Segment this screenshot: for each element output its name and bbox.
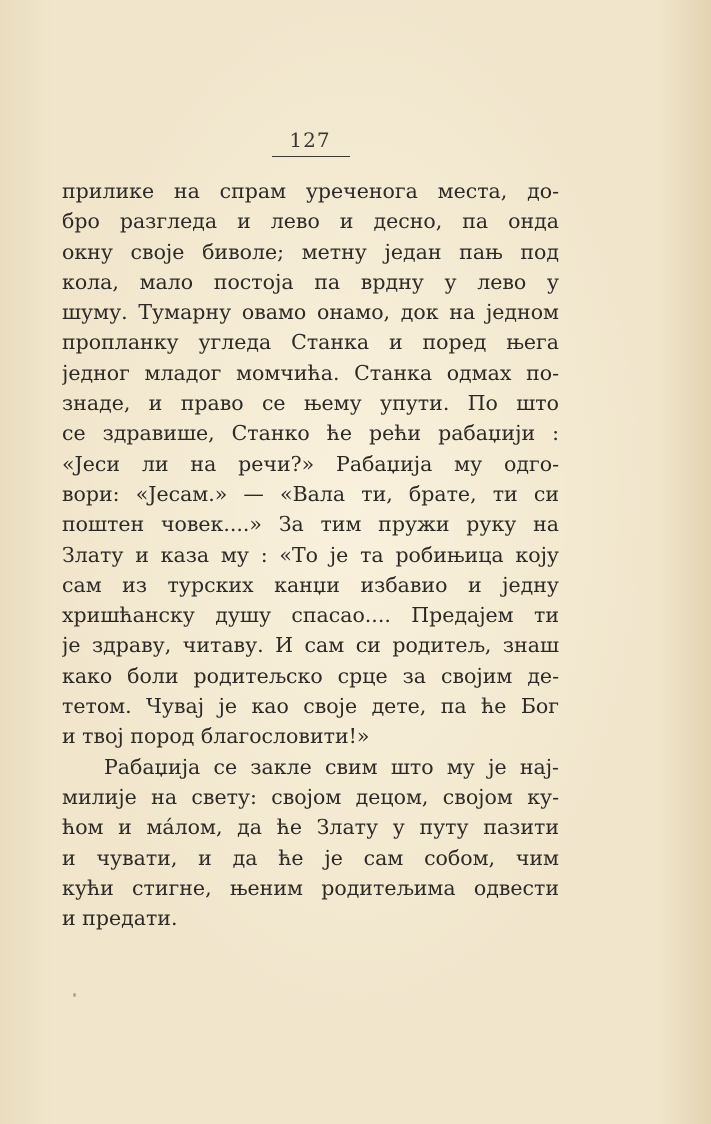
text-line: милије на свету: својом децом, својом ку-: [62, 784, 559, 809]
text-line: и твој пород благословити!»: [62, 724, 370, 749]
body-text: [62, 176, 559, 933]
text-line: прилике на спрам уреченога места, до-: [62, 179, 559, 203]
page-number: 127: [289, 128, 331, 152]
text-line: «Јеси ли на речи?» Рабаџија му одго-: [62, 451, 559, 476]
text-line: Рабаџија се закле свим што му је нај-: [104, 754, 559, 779]
paragraph: [62, 176, 559, 752]
text-line: Злату и каза му : «То је та робињица коју: [62, 542, 559, 567]
paragraph: [62, 752, 559, 934]
text-line: се здравише, Станко ће рећи рабаџији :: [62, 421, 559, 446]
text-line: је здраву, читаву. И сам си родитељ, знаш: [62, 633, 559, 658]
text-line: кола, мало постоја па врдну у лево у: [62, 269, 559, 294]
text-line: вори: «Јесам.» — «Вала ти, брате, ти си: [62, 481, 559, 506]
text-line: пропланку угледа Станка и поред њега: [62, 330, 559, 355]
text-line: знаде, и право се њему упути. По што: [62, 391, 559, 416]
text-line: како боли родитељско срце за својим де-: [62, 663, 559, 688]
text-line: хришћанску душу спасао.... Предајем ти: [62, 603, 559, 628]
text-line: и предати.: [62, 906, 178, 931]
text-line: окну своје биволе; метну један пањ под: [62, 239, 559, 264]
text-line: тетом. Чувај је као своје дете, па ће Бог: [62, 694, 559, 719]
text-line: кући стигне, њеним родитељима одвести: [62, 875, 559, 900]
header-rule: [272, 156, 350, 157]
text-line: једног младог момчића. Станка одмах по-: [62, 360, 559, 385]
text-line: сам из турских канџи избавио и једну: [62, 572, 559, 597]
text-line: и чувати, и да ће је сам собом, чим: [62, 845, 559, 870]
text-line: ћом и ма́лом, да ће Злату у путу пазити: [62, 815, 559, 840]
text-line: поштен човек....» За тим пружи руку на: [62, 512, 559, 537]
paper-speck: [73, 993, 76, 997]
text-line: бро разгледа и лево и десно, па онда: [62, 209, 559, 234]
text-line: шуму. Тумарну овамо онамо, док на једном: [62, 300, 559, 325]
